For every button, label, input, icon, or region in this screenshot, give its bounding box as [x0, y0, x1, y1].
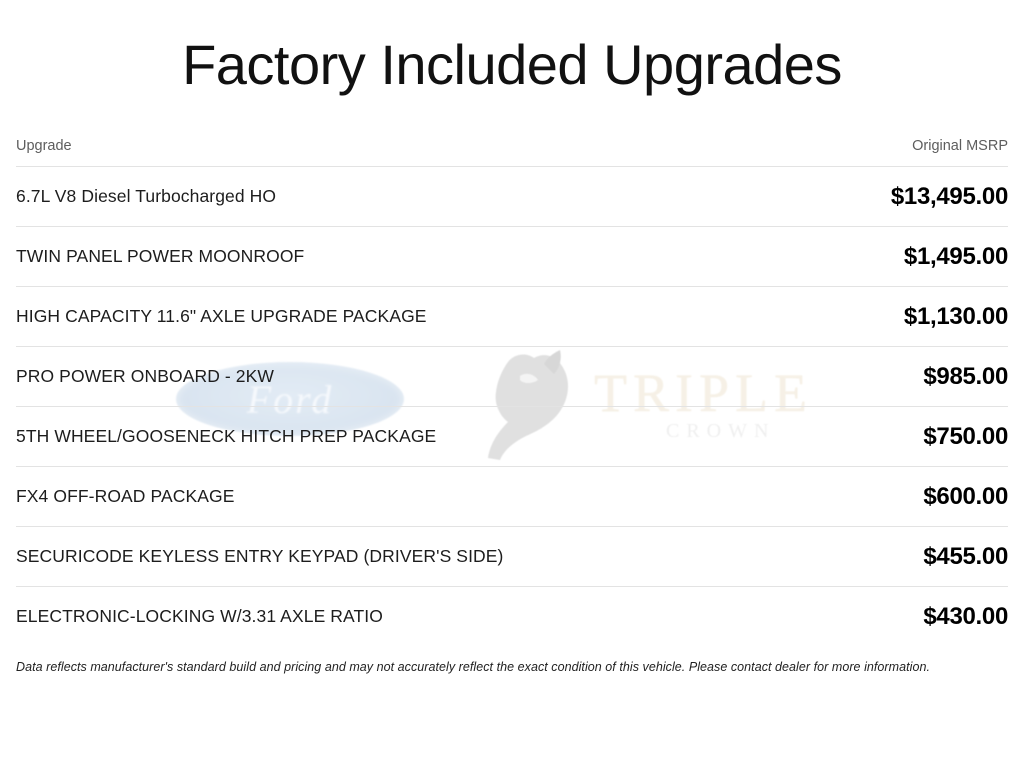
column-header-upgrade: Upgrade	[16, 137, 72, 154]
column-header-msrp: Original MSRP	[912, 137, 1008, 154]
upgrade-name: HIGH CAPACITY 11.6" AXLE UPGRADE PACKAGE	[16, 286, 816, 346]
upgrade-price: $600.00	[816, 466, 1008, 526]
upgrade-price: $13,495.00	[816, 166, 1008, 226]
upgrade-name: SECURICODE KEYLESS ENTRY KEYPAD (DRIVER'S SIDE)	[16, 526, 816, 586]
upgrades-table-head	[16, 138, 1008, 167]
upgrade-name: TWIN PANEL POWER MOONROOF	[16, 226, 816, 286]
upgrade-price: $1,495.00	[816, 226, 1008, 286]
triple-crown-wordmark: TRIPLE	[594, 363, 813, 423]
table-row	[16, 166, 1008, 226]
table-row	[16, 586, 1008, 646]
table-row	[16, 346, 1008, 406]
upgrade-name: FX4 OFF-ROAD PACKAGE	[16, 466, 816, 526]
ford-logo-text: Ford	[246, 376, 334, 422]
upgrade-name: ELECTRONIC-LOCKING W/3.31 AXLE RATIO	[16, 586, 816, 646]
upgrade-name: 5TH WHEEL/GOOSENECK HITCH PREP PACKAGE	[16, 406, 816, 466]
upgrades-table	[16, 138, 1008, 646]
upgrade-name: PRO POWER ONBOARD - 2KW	[16, 346, 816, 406]
table-row	[16, 466, 1008, 526]
upgrade-name: 6.7L V8 Diesel Turbocharged HO	[16, 166, 816, 226]
table-header-row	[16, 138, 1008, 167]
table-row	[16, 526, 1008, 586]
upgrade-price: $750.00	[816, 406, 1008, 466]
upgrade-price: $1,130.00	[816, 286, 1008, 346]
upgrade-price: $430.00	[816, 586, 1008, 646]
table-row	[16, 286, 1008, 346]
page-title: Factory Included Upgrades	[182, 33, 842, 96]
table-row	[16, 226, 1008, 286]
upgrade-price: $985.00	[816, 346, 1008, 406]
table-row	[16, 406, 1008, 466]
triple-crown-subtext: CROWN	[666, 420, 776, 442]
upgrades-table-body	[16, 166, 1008, 646]
disclaimer-text: Data reflects manufacturer's standard build and pricing and may not accurately reflect the exact condition of this vehicle. Please contact dealer for more information.	[16, 659, 930, 674]
upgrade-price: $455.00	[816, 526, 1008, 586]
